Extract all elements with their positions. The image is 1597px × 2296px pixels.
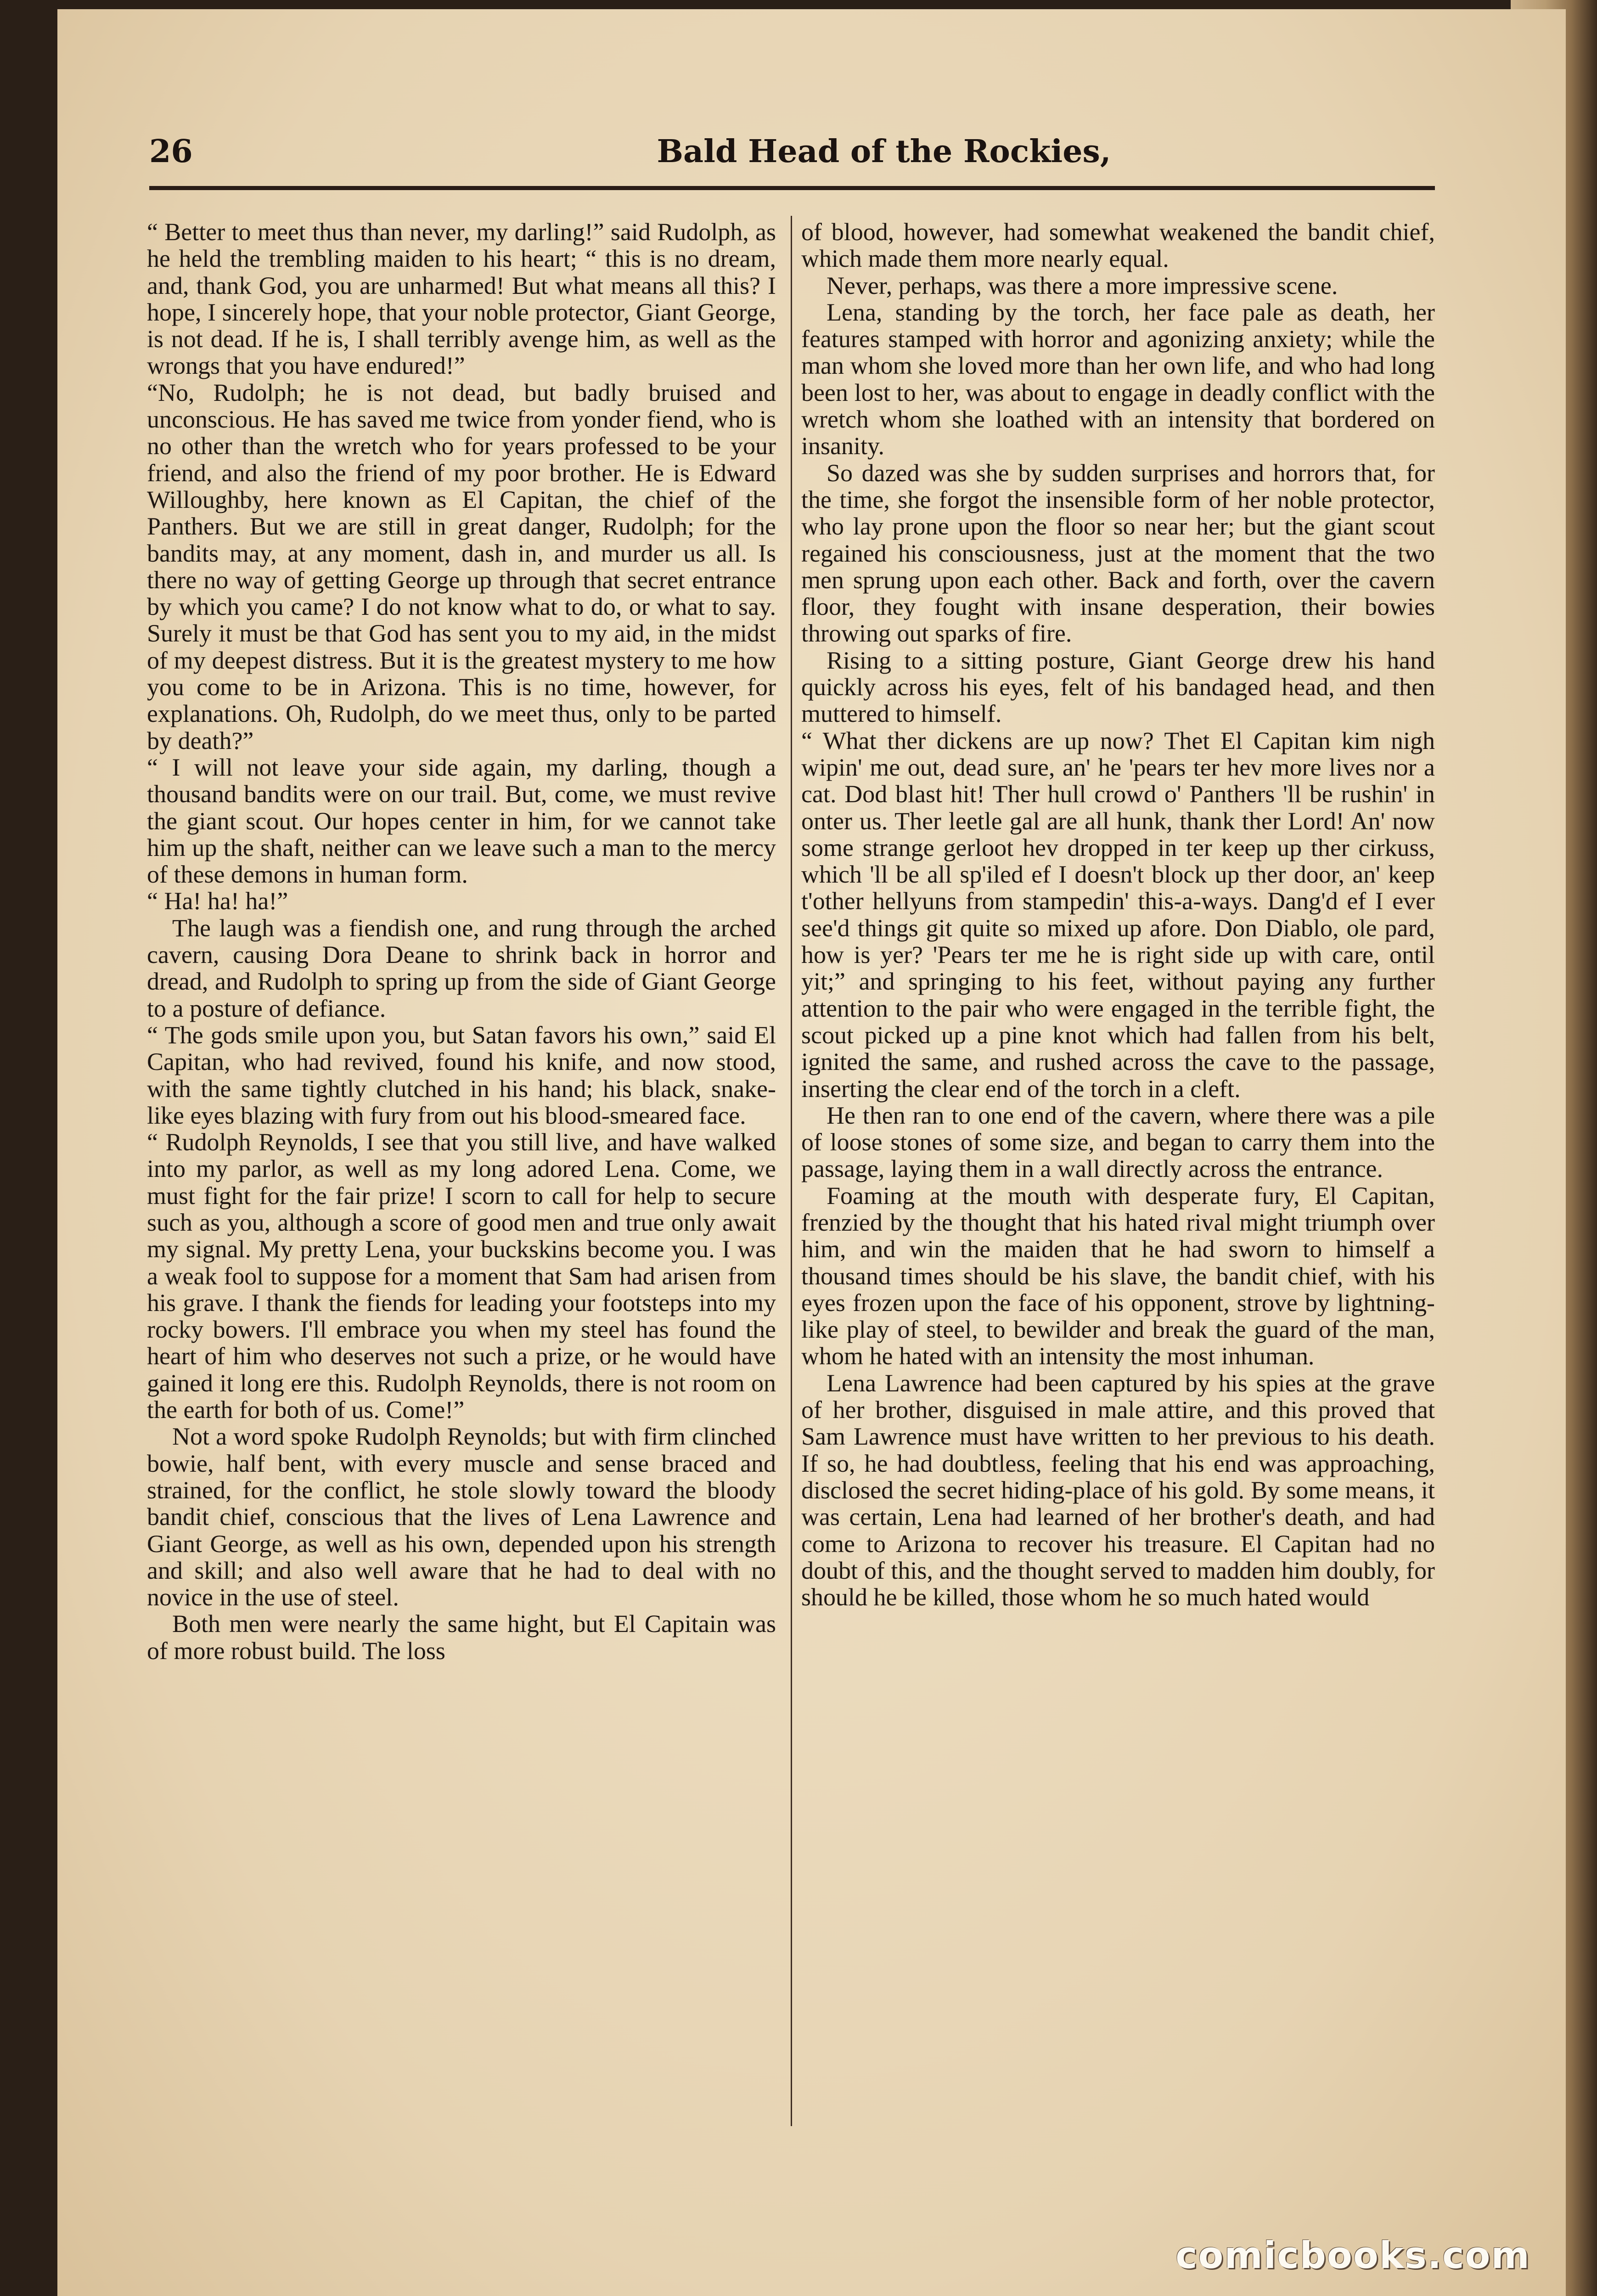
paragraph: Foaming at the mouth with desperate fury, El Capitan, frenzied by the thought that his hated rival might triumph over him, and win the maiden that he had sworn to himself a thousand times should be his slave, the bandit chief, with his eyes frozen upon the face of his opponent, strove by lightning-like play of steel, to bewilder and break the guard of the man, whom he hated with an intensity the most inhuman. xyxy=(801,1182,1435,1370)
paragraph: “ Rudolph Reynolds, I see that you still live, and have walked into my parlor, as well as my long adored Lena. Come, we must fight for the fair prize! I scorn to call for help to secure such as you, although a score of good men and true only await my signal. My pretty Lena, your buckskins become you. I was a weak fool to suppose for a moment that Sam had arisen from his grave. I thank the fiends for leading your footsteps into my rocky bowers. I'll embrace you when my steel has found the heart of him who deserves not such a prize, or he would have gained it long ere this. Rudolph Reynolds, there is not room on the earth for both of us. Come!” xyxy=(147,1128,776,1424)
paragraph: “ Better to meet thus than never, my darling!” said Rudolph, as he held the trembling maiden to his heart; “ this is no dream, and, thank God, you are unharmed! But what means all this? I hope, I sincerely hope, that your noble protector, Giant George, is not dead. If he is, I shall terribly avenge him, as well as the wrongs that you have endured!” xyxy=(147,219,776,380)
paragraph: “ Ha! ha! ha!” xyxy=(147,887,288,915)
running-title: Bald Head of the Rockies, xyxy=(657,133,1111,170)
paragraph: Rising to a sitting posture, Giant George drew his hand quickly across his eyes, felt of his bandaged head, and then muttered to himself. xyxy=(801,646,1435,728)
paragraph: So dazed was she by sudden surprises and horrors that, for the time, she forgot the insensible form of her noble protector, who lay prone upon the floor so near her; but the giant scout regained his consciousness, just at the moment that the two men sprung upon each other. Back and forth, over the cavern floor, they fought with insane desperation, their bowies throwing out sparks of fire. xyxy=(801,459,1435,647)
header-rule xyxy=(149,186,1435,190)
site-watermark: comicbooks.com xyxy=(1175,2234,1530,2277)
paragraph: of blood, however, had somewhat weakened the bandit chief, which made them more nearly equal. xyxy=(801,219,1435,273)
page-number: 26 xyxy=(149,133,193,170)
paragraph: The laugh was a fiendish one, and rung through the arched cavern, causing Dora Deane to shrink back in horror and dread, and Rudolph to spring up from the side of Giant George to a posture of defiance. xyxy=(147,914,776,1022)
paragraph: “No, Rudolph; he is not dead, but badly bruised and unconscious. He has saved me twice from yonder fiend, who is no other than the wretch who for years professed to be your friend, and also the friend of my poor brother. He is Edward Willoughby, here known as El Capitan, the chief of the Panthers. But we are still in great danger, Rudolph; for the bandits may, at any moment, dash in, and murder us all. Is there no way of getting George up through that secret entrance by which you came? I do not know what to do, or what to say. Surely it must be that God has sent you to my aid, in the midst of my deepest distress. But it is the greatest mystery to me how you come to be in Arizona. This is no time, however, for explanations. Oh, Rudolph, do we meet thus, only to be parted by death?” xyxy=(147,378,776,754)
paragraph: “ The gods smile upon you, but Satan favors his own,” said El Capitan, who had revived, found his knife, and now stood, with the same tightly clutched in his hand; his black, snake-like eyes blazing with fury from out his blood-smeared face. xyxy=(147,1021,776,1129)
paragraph: “ I will not leave your side again, my darling, though a thousand bandits were on our trail. But, come, we must revive the giant scout. Our hopes center in him, for we cannot take him up the shaft, neither can we leave such a man to the mercy of these demons in human form. xyxy=(147,753,776,889)
left-column xyxy=(147,219,776,2133)
column-divider xyxy=(791,216,792,2126)
paragraph: Not a word spoke Rudolph Reynolds; but with firm clinched bowie, half bent, with every muscle and sense braced and strained, for the conflict, he stole slowly toward the bloody bandit chief, conscious that the lives of Lena Lawrence and Giant George, as well as his own, depended upon his strength and skill; and also well aware that he had to deal with no novice in the use of steel. xyxy=(147,1423,776,1611)
paragraph: “ What ther dickens are up now? Thet El Capitan kim nigh wipin' me out, dead sure, an' he 'pears ter hev more lives nor a cat. Dod blast hit! Ther hull crowd o' Panthers 'll be rushin' in onter us. Ther leetle gal are all hunk, thank ther Lord! An' now some strange gerloot hev dropped in ter keep up ther cirkuss, which 'll be all sp'iled ef I doesn't block up ther door, an' keep t'other hellyuns from stampedin' this-a-ways. Dang'd ef I ever see'd things git quite so mixed up afore. Don Diablo, ole pard, how is yer? 'Pears ter me he is right side up with care, ontil yit;” and springing to his feet, without paying any further attention to the pair who were engaged in the terrible fight, the scout picked up a pine knot which had fallen from his belt, ignited the same, and rushed across the cave to the passage, inserting the clear end of the torch in a cleft. xyxy=(801,726,1435,1103)
paragraph: Lena Lawrence had been captured by his spies at the grave of her brother, disguised in male attire, and this proved that Sam Lawrence must have written to her previous to his death. If so, he had doubtless, feeling that his end was approaching, disclosed the secret hiding-place of his gold. By some means, it was certain, Lena had learned of her brother's death, and had come to Arizona to recover his treasure. El Capitan had no doubt of this, and the thought served to madden him doubly, for should he be killed, those whom he so much hated would xyxy=(801,1369,1435,1611)
paragraph: Lena, standing by the torch, her face pale as death, her features stamped with horror and agonizing anxiety; while the man whom she loved more than her own life, and who had long been lost to her, was about to engage in deadly conflict with the wretch whom she loathed with an intensity that bordered on insanity. xyxy=(801,298,1435,460)
paragraph: Both men were nearly the same hight, but El Capitain was of more robust build. The loss xyxy=(147,1610,776,1665)
page-header xyxy=(149,129,1435,179)
paragraph: Never, perhaps, was there a more impressive scene. xyxy=(827,271,1338,299)
right-column xyxy=(801,219,1435,2133)
paragraph: He then ran to one end of the cavern, where there was a pile of loose stones of some size, and began to carry them into the passage, laying them in a wall directly across the entrance. xyxy=(801,1101,1435,1183)
